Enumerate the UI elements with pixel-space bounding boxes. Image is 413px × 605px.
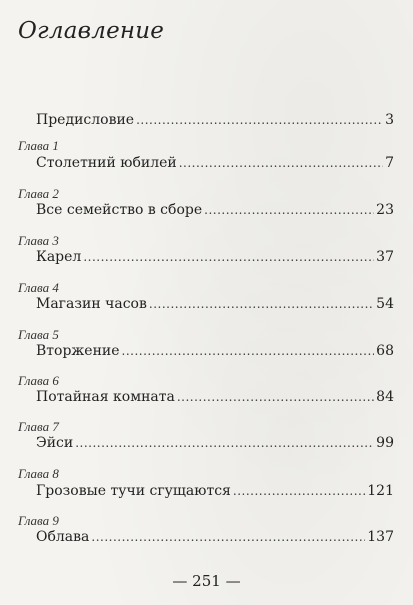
- dot-leader: [136, 111, 383, 129]
- entry-label: Предисловие: [36, 112, 135, 128]
- entry-label: Магазин часов: [36, 296, 147, 312]
- chapter-heading: Глава 9: [18, 513, 59, 528]
- chapter-heading: Глава 4: [18, 280, 59, 295]
- entry-page-number: 37: [376, 249, 394, 265]
- page-number-footer: — 251 —: [172, 572, 241, 590]
- dot-leader: [83, 248, 374, 266]
- dot-leader: [75, 434, 374, 452]
- chapter-heading: Глава 6: [18, 373, 59, 388]
- dot-leader: [233, 482, 365, 500]
- dot-leader: [122, 342, 375, 360]
- entry-label: Столетний юбилей: [36, 155, 177, 171]
- toc-entry-chapter-2: [36, 201, 394, 219]
- dot-leader: [179, 154, 383, 172]
- dot-leader: [177, 388, 374, 406]
- entry-page-number: 23: [376, 202, 394, 218]
- chapter-heading: Глава 5: [18, 327, 59, 342]
- entry-page-number: 84: [376, 389, 394, 405]
- entry-page-number: 54: [376, 296, 394, 312]
- toc-entry-chapter-8: [36, 482, 394, 500]
- toc-entry-chapter-9: [36, 528, 394, 546]
- dot-leader: [204, 201, 374, 219]
- toc-entry-chapter-3: [36, 248, 394, 266]
- chapter-heading: Глава 7: [18, 419, 59, 434]
- entry-page-number: 68: [376, 343, 394, 359]
- entry-label: Карел: [36, 249, 82, 265]
- chapter-heading: Глава 1: [18, 138, 59, 153]
- entry-page-number: 99: [376, 435, 394, 451]
- chapter-heading: Глава 8: [18, 466, 59, 481]
- entry-page-number: 121: [367, 483, 394, 499]
- entry-label: Облава: [36, 529, 90, 545]
- entry-page-number: 7: [385, 155, 394, 171]
- toc-entry-preface: [36, 111, 394, 129]
- toc-entry-chapter-5: [36, 342, 394, 360]
- toc-entry-chapter-1: [36, 154, 394, 172]
- chapter-heading: Глава 3: [18, 233, 59, 248]
- chapter-heading: Глава 2: [18, 186, 59, 201]
- entry-page-number: 3: [385, 112, 394, 128]
- dot-leader: [149, 295, 374, 313]
- dot-leader: [91, 528, 365, 546]
- entry-page-number: 137: [367, 529, 394, 545]
- entry-label: Грозовые тучи сгущаются: [36, 483, 231, 499]
- entry-label: Все семейство в сборе: [36, 202, 203, 218]
- entry-label: Эйси: [36, 435, 74, 451]
- toc-entry-chapter-7: [36, 434, 394, 452]
- entry-label: Вторжение: [36, 343, 120, 359]
- entry-label: Потайная комната: [36, 389, 175, 405]
- page-title: Оглавление: [18, 18, 165, 44]
- toc-entry-chapter-6: [36, 388, 394, 406]
- toc-entry-chapter-4: [36, 295, 394, 313]
